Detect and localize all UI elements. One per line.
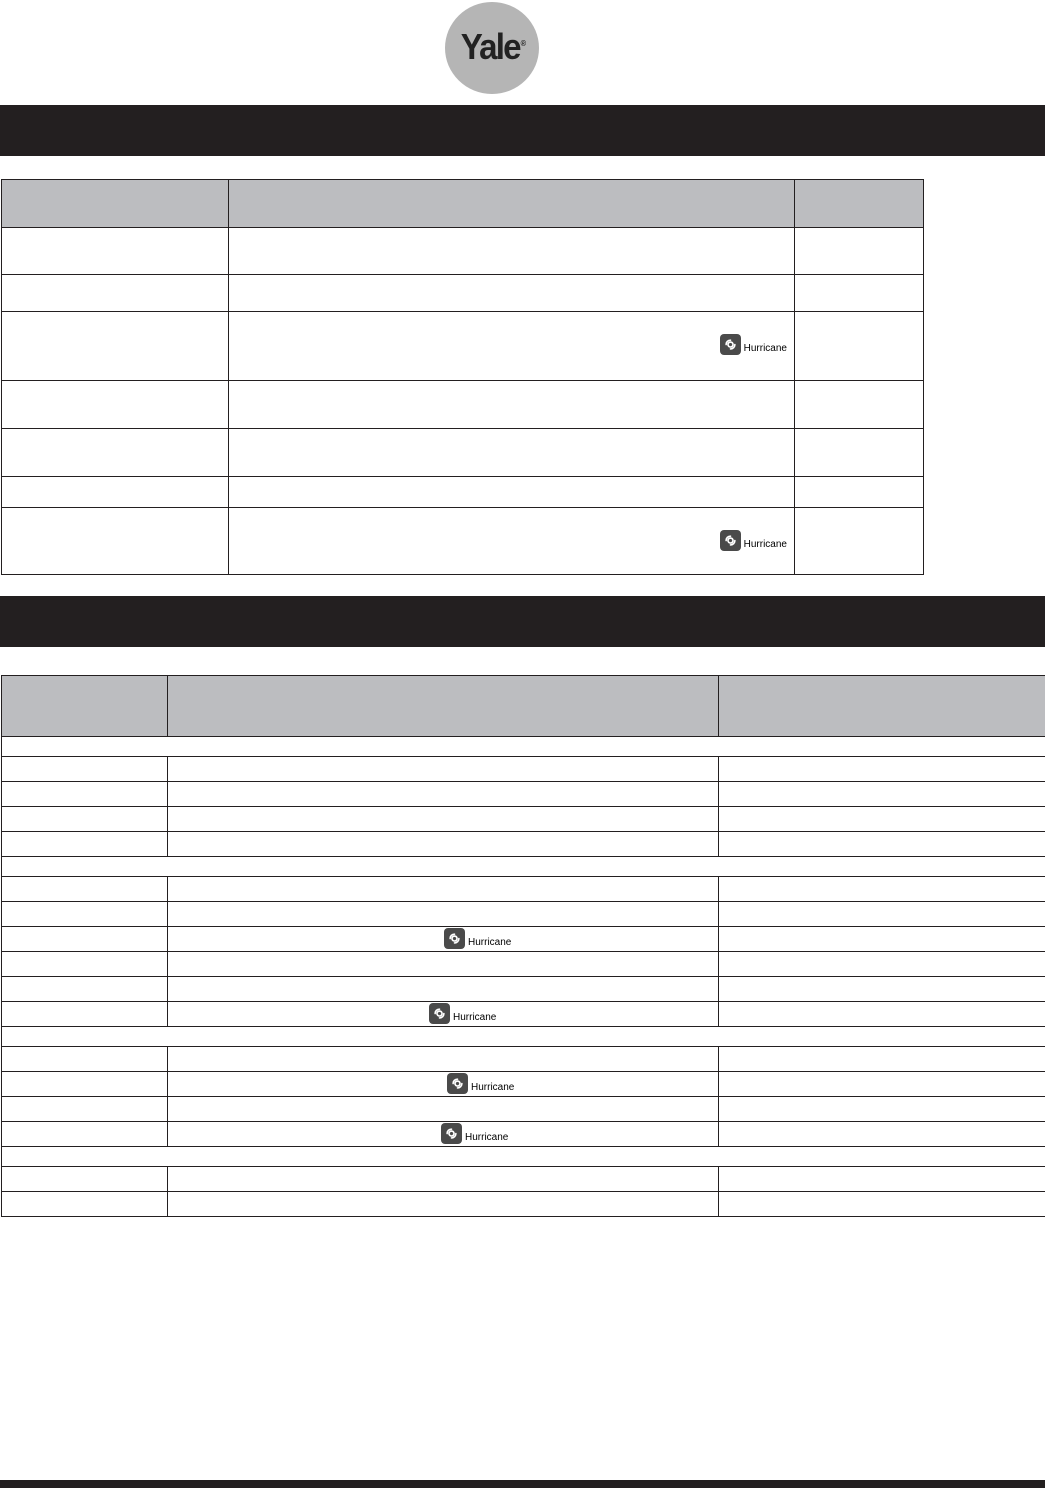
yale-logo [445, 2, 539, 94]
header-cell [2, 676, 168, 737]
table-row [2, 877, 1045, 902]
table-row [2, 952, 1045, 977]
table-row [2, 1072, 1045, 1097]
table-row [2, 429, 924, 477]
header-cell [719, 676, 1045, 737]
table-row [2, 1167, 1045, 1192]
section-row [2, 737, 1045, 757]
hurricane-icon [444, 928, 465, 949]
hurricane-badge: Hurricane [447, 1073, 514, 1094]
hurricane-badge: Hurricane [720, 334, 787, 355]
hurricane-icon [429, 1003, 450, 1024]
table-row [2, 927, 1045, 952]
table-row [2, 807, 1045, 832]
table-row [2, 1047, 1045, 1072]
product-table-2 [1, 675, 1045, 1217]
header-cell [168, 676, 719, 737]
table-row [2, 757, 1045, 782]
header-cell [2, 180, 229, 228]
table-row [2, 228, 924, 275]
table-row [2, 1002, 1045, 1027]
product-table-1 [1, 179, 924, 575]
table-header-row [2, 180, 924, 228]
table-row [2, 508, 924, 575]
header-cell [229, 180, 795, 228]
table-row [2, 977, 1045, 1002]
section-header-band-2 [0, 596, 1045, 647]
hurricane-badge: Hurricane [444, 928, 511, 949]
hurricane-icon [720, 334, 741, 355]
section-header-band-1 [0, 105, 1045, 156]
hurricane-badge: Hurricane [720, 530, 787, 551]
table-row [2, 1122, 1045, 1147]
section-row [2, 857, 1045, 877]
table-row [2, 381, 924, 429]
logo-wordmark: Yale® [460, 26, 524, 67]
hurricane-icon [447, 1073, 468, 1094]
hurricane-icon [441, 1123, 462, 1144]
table-row [2, 832, 1045, 857]
footer-bar [0, 1480, 1045, 1488]
header-cell [795, 180, 924, 228]
table-row [2, 312, 924, 381]
hurricane-badge: Hurricane [429, 1003, 496, 1024]
table-row [2, 1192, 1045, 1217]
table-header-row [2, 676, 1045, 737]
hurricane-icon [720, 530, 741, 551]
table-row [2, 782, 1045, 807]
table-row [2, 902, 1045, 927]
section-row [2, 1027, 1045, 1047]
table-row [2, 477, 924, 508]
table-row [2, 275, 924, 312]
hurricane-badge: Hurricane [441, 1123, 508, 1144]
section-row [2, 1147, 1045, 1167]
table-row [2, 1097, 1045, 1122]
